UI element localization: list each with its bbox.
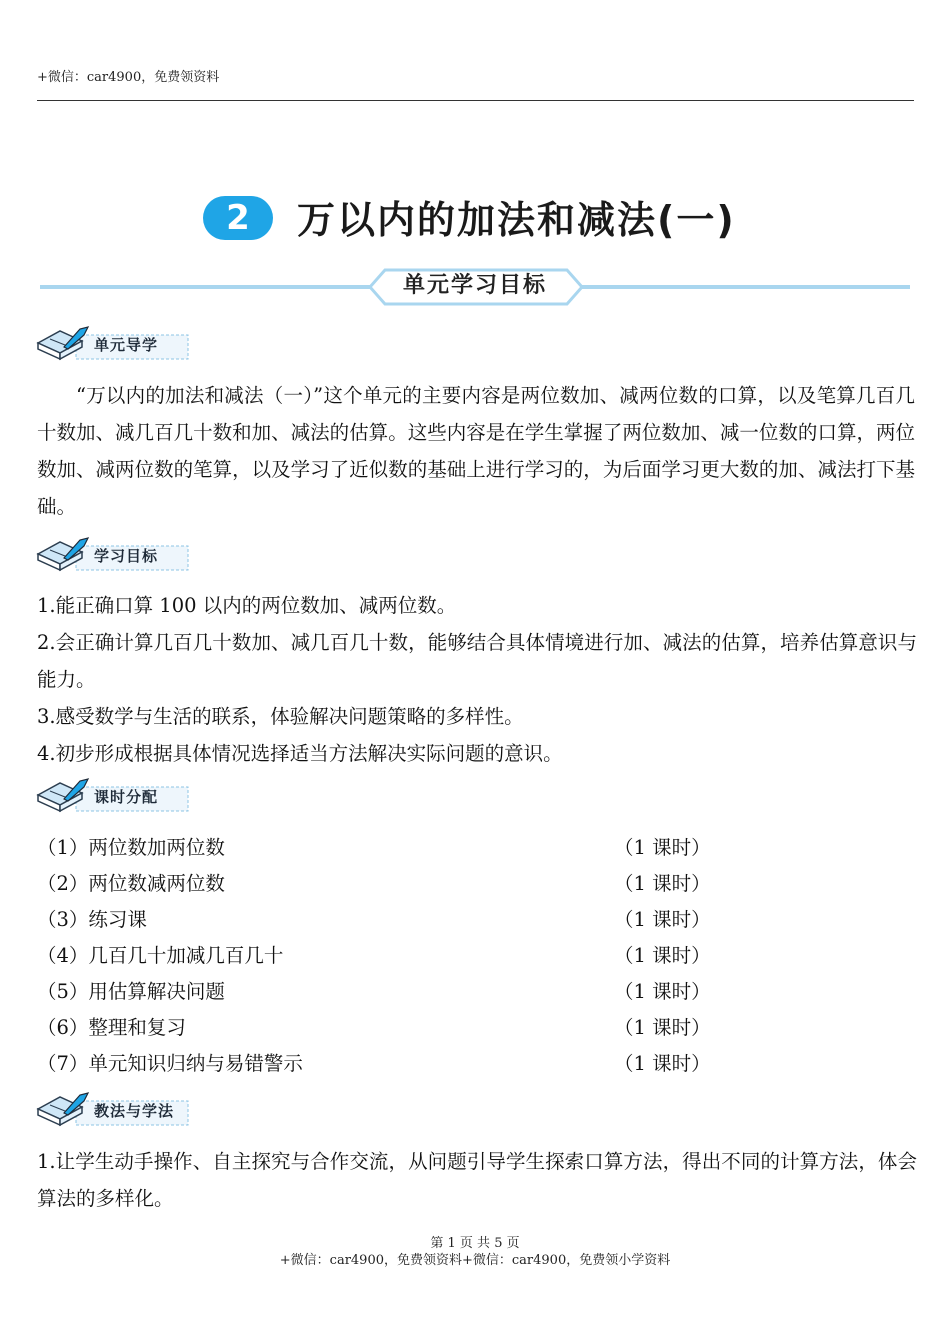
section-tag-schedule (36, 777, 196, 817)
header-note: +微信：car4900，免费领资料 (37, 70, 220, 85)
unit-title: 万以内的加法和减法(一) (297, 198, 736, 242)
lesson-name: （2）两位数减两位数 (37, 872, 225, 895)
section-banner (40, 268, 910, 308)
lesson-name: （5）用估算解决问题 (37, 980, 225, 1003)
list-item: 1.让学生动手操作、自主探究与合作交流，从问题引导学生探索口算方法，得出不同的计算方法，体会算法的多样化。 (37, 1150, 917, 1210)
section-label: 学习目标 (94, 547, 159, 565)
lesson-name: （3）练习课 (37, 908, 147, 931)
lesson-hours: （1 课时） (614, 980, 711, 1003)
lesson-row (37, 974, 737, 1010)
list-item: 2.会正确计算几百几十数加、减几百几十数，能够结合具体情境进行加、减法的估算，培养估算意识与能力。 (37, 631, 917, 691)
lesson-name: （4）几百几十加减几百几十 (37, 944, 284, 967)
lesson-hours: （1 课时） (614, 1052, 711, 1075)
lesson-hours: （1 课时） (614, 872, 711, 895)
lesson-hours: （1 课时） (614, 944, 711, 967)
footer-note: +微信：car4900，免费领资料+微信：car4900，免费领小学资料 (279, 1253, 671, 1268)
section-tag-goals (36, 536, 196, 576)
header-divider (37, 100, 914, 101)
lesson-name: （1）两位数加两位数 (37, 836, 225, 859)
lesson-row (37, 902, 737, 938)
lesson-row (37, 1010, 737, 1046)
unit-number-badge: 2 (203, 196, 273, 240)
goals-list (37, 587, 917, 772)
list-item: 4.初步形成根据具体情况选择适当方法解决实际问题的意识。 (37, 742, 563, 765)
unit-title-row (0, 192, 950, 252)
lesson-name: （7）单元知识归纳与易错警示 (37, 1052, 303, 1075)
guide-paragraph: “万以内的加法和减法（一）”这个单元的主要内容是两位数加、减两位数的口算，以及笔算几百几十数加、减几百几十数和加、减法的估算。这些内容是在学生掌握了两位数加、减一位数的口算，两位数加、减两位数的笔算，以及学习了近似数的基础上进行学习的，为后面学习更大数的加、减法打下基础。 (37, 384, 915, 518)
list-item: 3.感受数学与生活的联系，体验解决问题策略的多样性。 (37, 705, 524, 728)
section-label: 单元导学 (94, 336, 159, 354)
page-number: 第 1 页 共 5 页 (430, 1236, 520, 1251)
lesson-name: （6）整理和复习 (37, 1016, 186, 1039)
lesson-hours: （1 课时） (614, 1016, 711, 1039)
lesson-row (37, 866, 737, 902)
lesson-row (37, 830, 737, 866)
section-tag-methods (36, 1091, 196, 1131)
section-label: 课时分配 (94, 788, 159, 806)
lesson-hours: （1 课时） (614, 908, 711, 931)
section-label: 教法与学法 (94, 1102, 175, 1120)
lesson-row (37, 938, 737, 974)
methods-list (37, 1143, 917, 1217)
section-tag-guide (36, 325, 196, 365)
lesson-row (37, 1046, 737, 1082)
lesson-hours: （1 课时） (614, 836, 711, 859)
list-item: 1.能正确口算 100 以内的两位数加、减两位数。 (37, 594, 457, 617)
banner-label: 单元学习目标 (402, 273, 547, 298)
lesson-schedule (37, 830, 737, 1082)
